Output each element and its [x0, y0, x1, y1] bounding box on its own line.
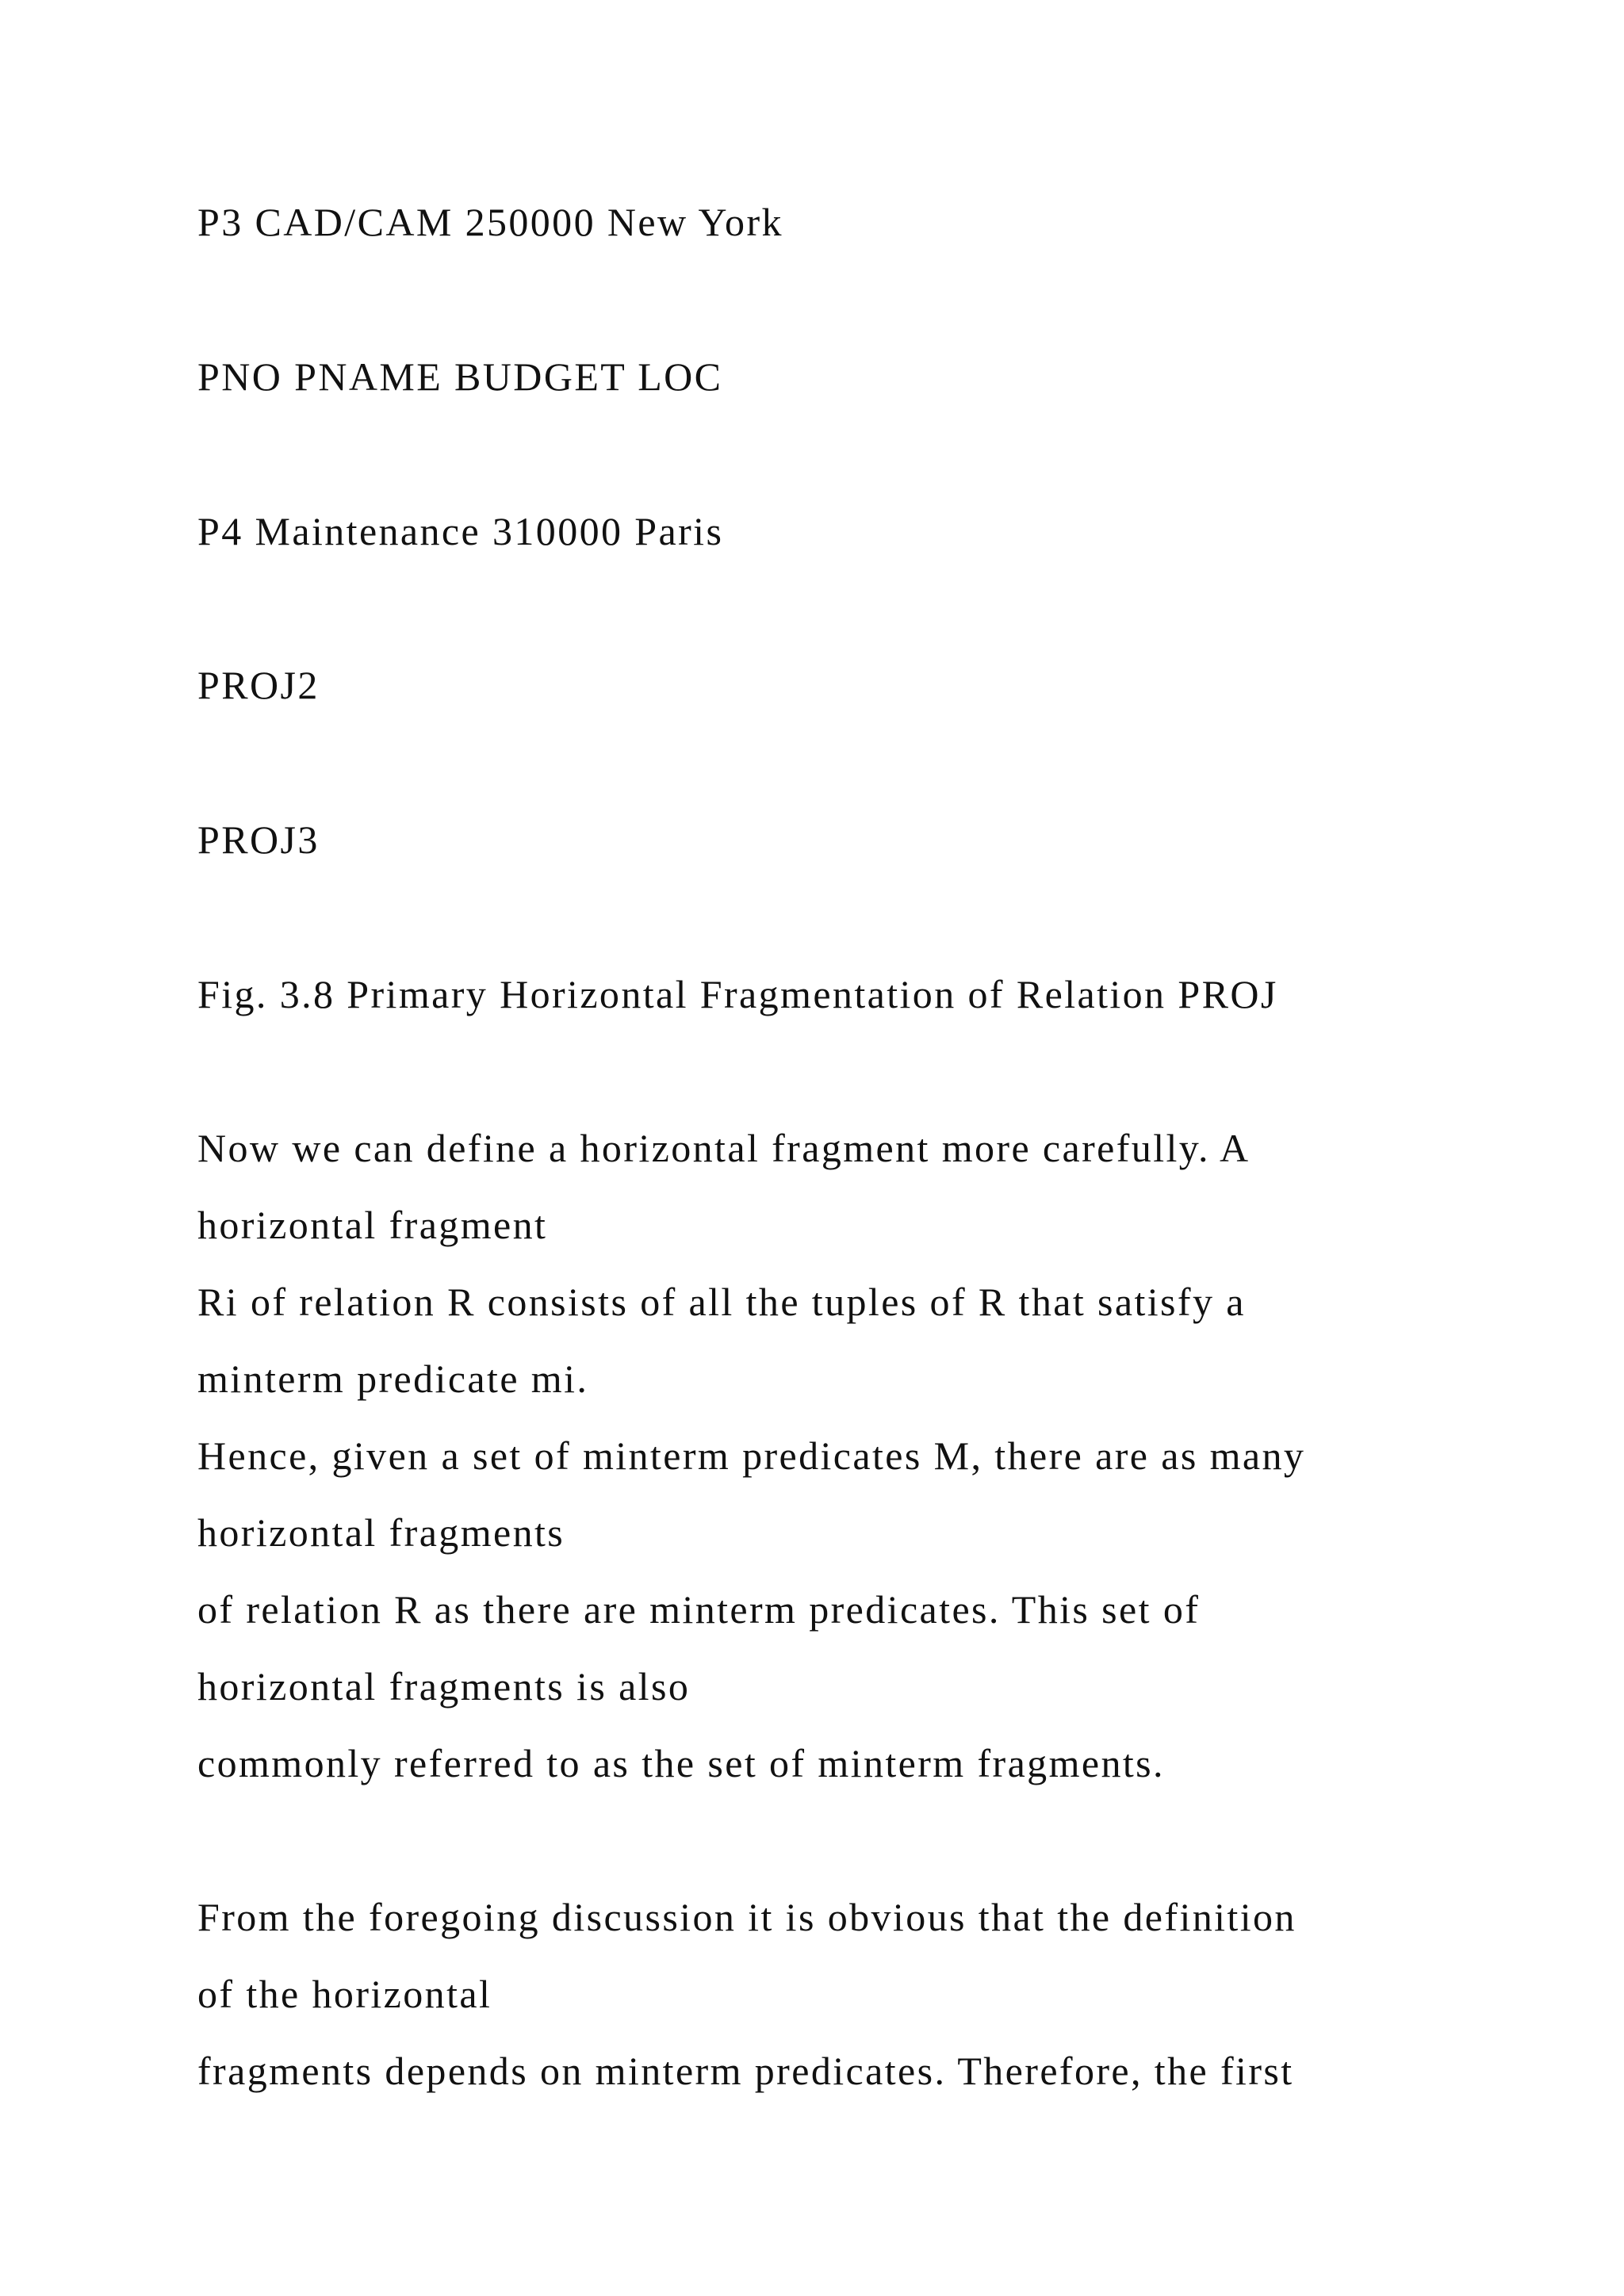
paragraph-2-line-1: From the foregoing discussion it is obvious that the definition: [197, 1895, 1297, 1939]
paragraph-2-line-2: of the horizontal: [197, 1972, 492, 2016]
paragraph-1-line-4: minterm predicate mi.: [197, 1357, 589, 1401]
table-row-p3: P3 CAD/CAM 250000 New York: [197, 200, 783, 244]
fragment-label-proj2: PROJ2: [197, 663, 320, 707]
paragraph-1-line-5: Hence, given a set of minterm predicates M, there are as many: [197, 1433, 1306, 1478]
paragraph-1-line-8: horizontal fragments is also: [197, 1664, 691, 1709]
table-header-row: PNO PNAME BUDGET LOC: [197, 354, 723, 399]
paragraph-1-line-9: commonly referred to as the set of minterm fragments.: [197, 1741, 1165, 1785]
table-row-p4: P4 Maintenance 310000 Paris: [197, 509, 724, 553]
paragraph-1-line-6: horizontal fragments: [197, 1510, 565, 1555]
paragraph-1-line-7: of relation R as there are minterm predicates. This set of: [197, 1587, 1201, 1632]
paragraph-1-line-3: Ri of relation R consists of all the tuples of R that satisfy a: [197, 1280, 1246, 1324]
paragraph-1-line-2: horizontal fragment: [197, 1203, 548, 1247]
fragment-label-proj3: PROJ3: [197, 817, 320, 862]
figure-caption: Fig. 3.8 Primary Horizontal Fragmentation of Relation PROJ: [197, 972, 1278, 1016]
paragraph-1-line-1: Now we can define a horizontal fragment more carefully. A: [197, 1126, 1251, 1170]
paragraph-2-line-3: fragments depends on minterm predicates. Therefore, the first: [197, 2049, 1294, 2093]
